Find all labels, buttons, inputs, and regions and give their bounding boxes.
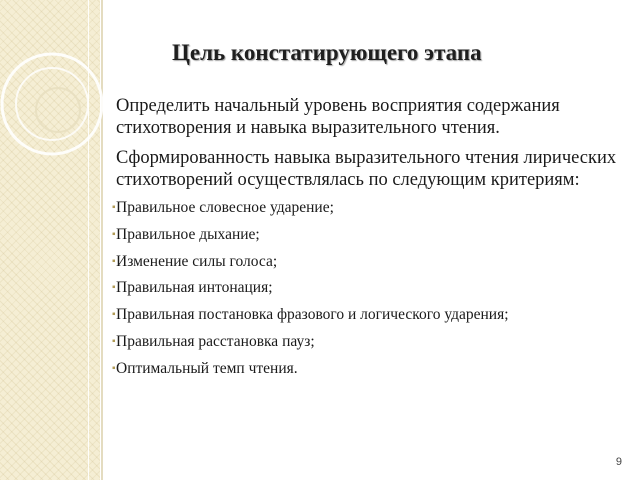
- bullet-icon: ▪: [112, 335, 116, 347]
- criteria-list: [112, 199, 621, 378]
- bullet-icon: ▪: [112, 282, 116, 294]
- criterion-text: Изменение силы голоса;: [116, 252, 278, 270]
- page-number: 9: [615, 456, 622, 468]
- criterion-text: Оптимальный темп чтения.: [116, 359, 298, 377]
- list-item: [112, 225, 621, 244]
- bullet-icon: ▪: [112, 362, 116, 374]
- list-item: [112, 332, 621, 351]
- criterion-text: Правильная расстановка пауз;: [116, 332, 315, 350]
- criterion-text: Правильное дыхание;: [116, 225, 260, 243]
- decorative-circles-icon: [0, 40, 104, 180]
- list-item: [112, 306, 621, 324]
- list-item: [112, 359, 621, 378]
- bullet-icon: ▪: [112, 228, 116, 240]
- bullet-icon: ▪: [112, 255, 116, 267]
- list-item: [112, 252, 621, 271]
- slide-title: Цель констатирующего этапа: [172, 40, 482, 65]
- bullet-icon: ▪: [112, 309, 116, 321]
- criterion-text: Правильное словесное ударение;: [116, 199, 334, 216]
- goal-paragraph: Определить начальный уровень восприятия содержания стихотворения и навыка выразительного чтения.: [116, 96, 560, 138]
- list-item: [112, 199, 621, 217]
- bullet-icon: ▪: [112, 202, 116, 213]
- criterion-text: Правильная интонация;: [116, 279, 273, 297]
- slide-content: [112, 95, 621, 387]
- list-item: [112, 279, 621, 297]
- criteria-intro-paragraph: Сформированность навыка выразительного чтения лирических стихотворений осуществлялась по следующим критериям:: [116, 148, 617, 190]
- criterion-text: Правильная постановка фразового и логического ударения;: [116, 306, 509, 324]
